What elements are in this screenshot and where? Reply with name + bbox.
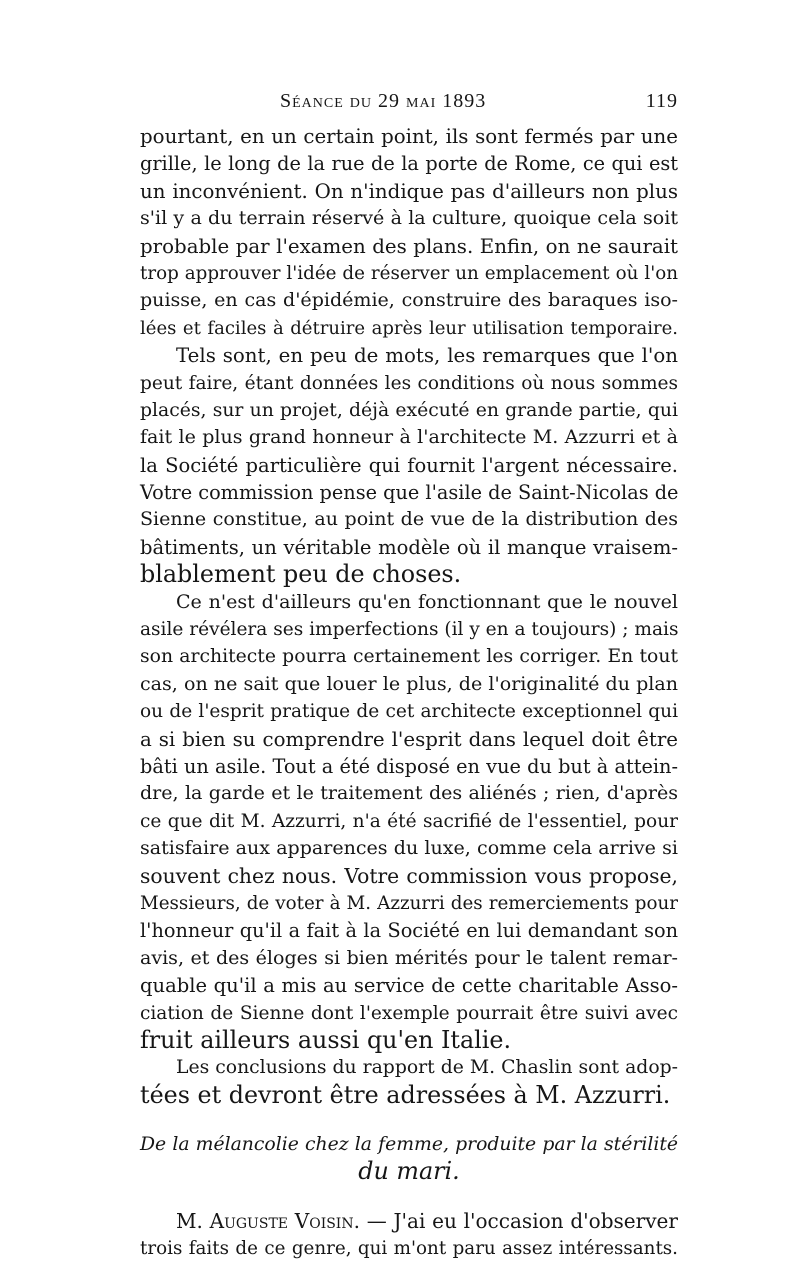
running-title-prefix: Séance du <box>280 90 379 112</box>
text-line: Messieurs, de voter à M. Azzurri des remerciements pour <box>140 892 678 914</box>
text-line: dre, la garde et le traitement des aliénés ; rien, d'après <box>140 782 678 805</box>
text-line: tées et devront être adressées à M. Azzurri. <box>140 1080 671 1109</box>
text-line: trois faits de ce genre, qui m'ont paru assez intéressants. <box>140 1238 678 1260</box>
text-line: grille, le long de la rue de la porte de Rome, ce qui est <box>140 152 678 176</box>
running-header <box>140 90 678 120</box>
text-line: fruit ailleurs aussi qu'en Italie. <box>140 1025 512 1054</box>
text-line: cas, on ne sait que louer le plus, de l'originalité du plan <box>140 672 678 695</box>
text-line: satisfaire aux apparences du luxe, comme cela arrive si <box>140 837 678 860</box>
text-line <box>140 1208 678 1235</box>
text-line: fait le plus grand honneur à l'architecte M. Azzurri et à <box>140 426 678 449</box>
text-line: puisse, en cas d'épidémie, construire des baraques iso- <box>140 289 678 312</box>
text-line: Tels sont, en peu de mots, les remarques que l'on <box>176 344 678 368</box>
page-number: 119 <box>645 90 678 112</box>
running-title-date: 29 mai 1893 <box>378 90 487 112</box>
text-line: blablement peu de choses. <box>140 560 462 589</box>
running-title <box>280 90 486 113</box>
text-line: la Société particulière qui fournit l'argent nécessaire. <box>140 453 678 477</box>
text-line: avis, et des éloges si bien mérités pour le talent remar- <box>140 946 678 969</box>
speaker-text: — J'ai eu l'occasion d'observer <box>359 1208 678 1233</box>
text-line: bâtiments, un véritable modèle où il manque vraisem- <box>140 535 678 559</box>
text-line: l'honneur qu'il a fait à la Société en lui demandant son <box>140 919 678 943</box>
text-line: trop approuver l'idée de réserver un emplacement où l'on <box>140 262 678 284</box>
text-line: Sienne constitue, au point de vue de la distribution des <box>140 508 678 531</box>
text-line: peut faire, étant données les conditions où nous sommes <box>140 372 678 394</box>
text-line: pourtant, en un certain point, ils sont fermés par une <box>140 125 678 148</box>
paragraph-continued <box>140 123 678 342</box>
section-title-line: du mari. <box>358 1157 460 1186</box>
text-line: lées et faciles à détruire après leur utilisation temporaire. <box>140 317 678 339</box>
text-line: probable par l'examen des plans. Enfin, on ne saurait <box>140 234 678 258</box>
body-text <box>140 123 678 1263</box>
text-line: Votre commission pense que l'asile de Saint-Nicolas de <box>140 481 679 505</box>
text-line: Ce n'est d'ailleurs qu'en fonctionnant que le nouvel <box>176 590 678 613</box>
paragraph-voisin <box>140 1208 678 1263</box>
section-title-line: De la mélancolie chez la femme, produite par la stérilité <box>140 1134 678 1156</box>
text-line: ou de l'esprit pratique de cet architecte exceptionnel qui <box>140 701 678 723</box>
text-line: un inconvénient. On n'indique pas d'ailleurs non plus <box>140 179 678 203</box>
text-line: bâti un asile. Tout a été disposé en vue du but à attein- <box>140 754 678 778</box>
text-line: ciation de Sienne dont l'exemple pourrait être suivi avec <box>140 1002 678 1024</box>
paragraph-architect <box>140 589 678 1055</box>
speaker-name: M. Auguste Voisin. <box>176 1208 360 1233</box>
text-line: souvent chez nous. Votre commission vous propose, <box>140 863 678 888</box>
section-title <box>140 1131 678 1186</box>
section-spacer <box>140 1186 678 1208</box>
text-line: quable qu'il a mis au service de cette charitable Asso- <box>140 974 678 998</box>
text-line: s'il y a du terrain réservé à la culture, quoique cela soit <box>140 207 678 230</box>
section-spacer <box>140 1109 678 1131</box>
paragraph-remarks <box>140 342 678 589</box>
text-line: son architecte pourra certainement les corriger. En tout <box>140 646 678 668</box>
paragraph-conclusions <box>140 1054 678 1109</box>
text-line: ce que dit M. Azzurri, n'a été sacrifié de l'essentiel, pour <box>140 810 678 832</box>
text-line: placés, sur un projet, déjà exécuté en grande partie, qui <box>140 399 678 421</box>
text-line: Les conclusions du rapport de M. Chaslin sont adop- <box>176 1057 678 1079</box>
text-line: asile révélera ses imperfections (il y en a toujours) ; mais <box>140 619 679 641</box>
text-line: a si bien su comprendre l'esprit dans lequel doit être <box>140 727 678 751</box>
